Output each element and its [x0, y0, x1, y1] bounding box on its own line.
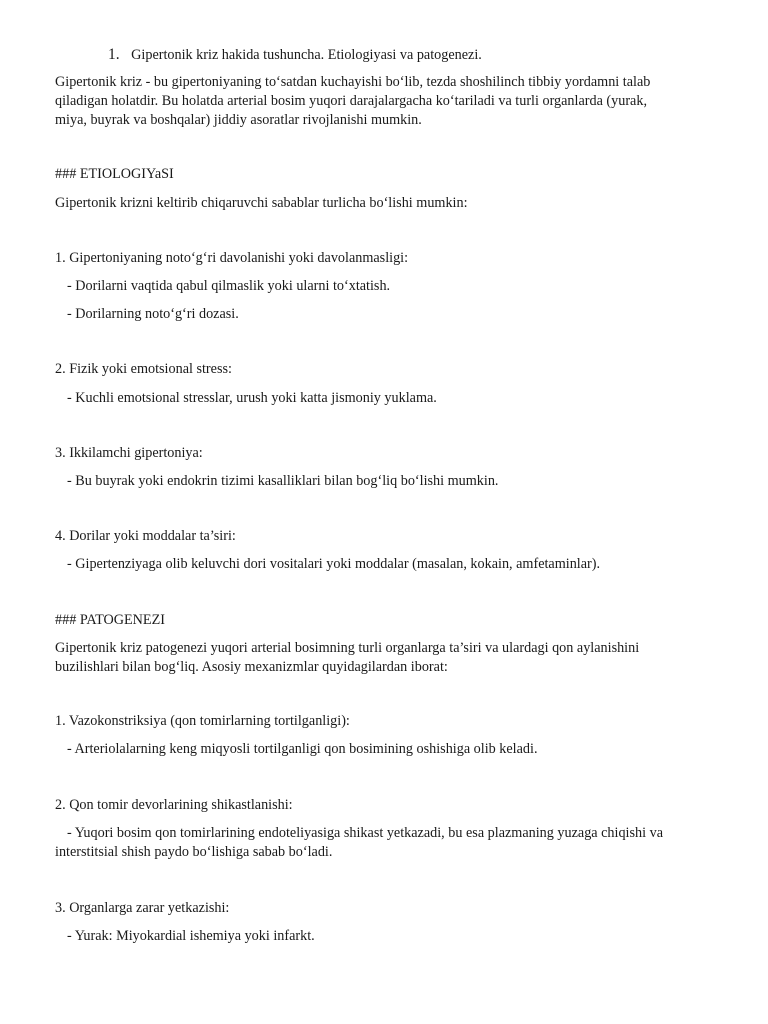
heading-text: Gipertonik kriz hakida tushuncha. Etiologiyasi va patogenezi. [131, 47, 482, 63]
pathogenesis-item-sub: - Arteriolalarning keng miqyosli tortilganligi qon bosimining oshishiga olib keladi. [67, 741, 538, 757]
intro-line-1: Gipertonik kriz - bu gipertoniyaning to‘satdan kuchayishi bo‘lib, tezda shoshilinch tibbiy yordamni talab [55, 74, 651, 90]
etiology-item-sub: - Kuchli emotsional stresslar, urush yoki katta jismoniy yuklama. [67, 390, 437, 406]
etiology-item-title: 2. Fizik yoki emotsional stress: [55, 361, 232, 377]
etiology-lead: Gipertonik krizni keltirib chiqaruvchi sabablar turlicha bo‘lishi mumkin: [55, 195, 468, 211]
pathogenesis-item-sub-line-1: - Yuqori bosim qon tomirlarining endoteliyasiga shikast yetkazadi, bu esa plazmaning yuzaga chiqishi va [67, 825, 663, 841]
etiology-item-sub: - Bu buyrak yoki endokrin tizimi kasalliklari bilan bog‘liq bo‘lishi mumkin. [67, 473, 499, 489]
pathogenesis-lead-line-1: Gipertonik kriz patogenezi yuqori arterial bosimning turli organlarga ta’siri va ulardagi qon aylanishini [55, 640, 640, 656]
pathogenesis-title: ### PATOGENEZI [55, 612, 165, 628]
pathogenesis-item-title: 2. Qon tomir devorlarining shikastlanishi: [55, 797, 293, 813]
etiology-item-sub: - Dorilarning noto‘g‘ri dozasi. [67, 306, 239, 322]
intro-line-3: miya, buyrak va boshqalar) jiddiy asoratlar rivojlanishi mumkin. [55, 112, 422, 128]
pathogenesis-item-sub-line-2: interstitsial shish paydo bo‘lishiga sabab bo‘ladi. [55, 844, 333, 860]
etiology-item-title: 3. Ikkilamchi gipertoniya: [55, 445, 203, 461]
pathogenesis-item-title: 3. Organlarga zarar yetkazishi: [55, 900, 230, 916]
etiology-item-title: 4. Dorilar yoki moddalar ta’siri: [55, 528, 236, 544]
intro-line-2: qiladigan holatdir. Bu holatda arterial bosim yuqori darajalargacha ko‘tariladi va turli organlarda (yurak, [55, 93, 647, 109]
etiology-item-sub: - Gipertenziyaga olib keluvchi dori vositalari yoki moddalar (masalan, kokain, amfetaminlar). [67, 556, 601, 572]
etiology-item-sub: - Dorilarni vaqtida qabul qilmaslik yoki ularni to‘xtatish. [67, 278, 391, 294]
etiology-title: ### ETIOLOGIYaSI [55, 166, 174, 182]
pathogenesis-item-sub: - Yurak: Miyokardial ishemiya yoki infarkt. [67, 928, 315, 944]
section-heading [108, 46, 482, 64]
heading-number: 1. [108, 46, 120, 63]
pathogenesis-lead-line-2: buzilishlari bilan bog‘liq. Asosiy mexanizmlar quyidagilardan iborat: [55, 659, 448, 675]
pathogenesis-item-title: 1. Vazokonstriksiya (qon tomirlarning tortilganligi): [55, 713, 350, 729]
etiology-item-title: 1. Gipertoniyaning noto‘g‘ri davolanishi yoki davolanmasligi: [55, 250, 409, 266]
